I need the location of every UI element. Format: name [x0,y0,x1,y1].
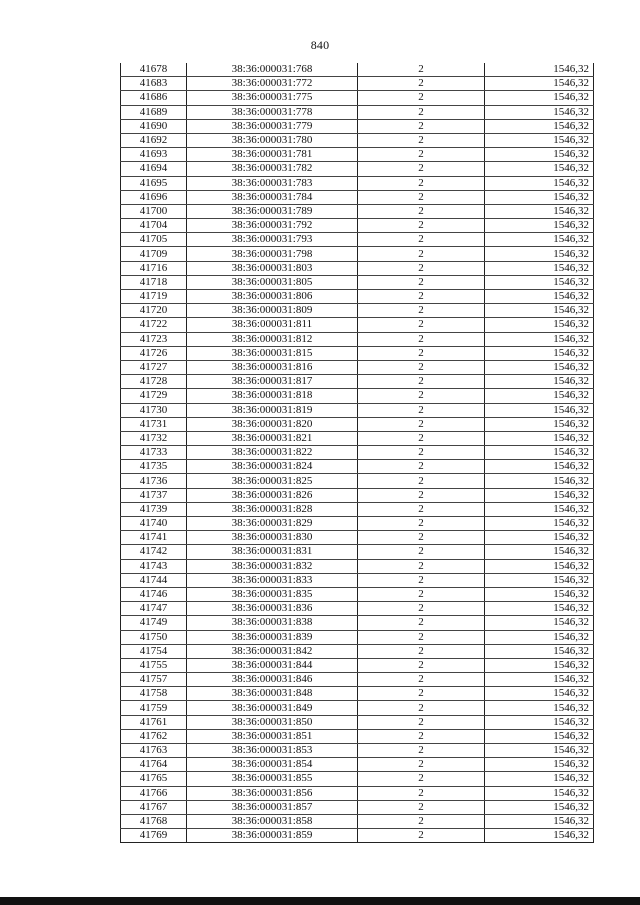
table-row [121,233,594,247]
table-row [121,658,594,672]
quantity-cell: 2 [358,729,485,743]
quantity-cell: 2 [358,644,485,658]
area-value-cell: 1546,32 [485,701,594,715]
cadastral-number-cell: 38:36:000031:772 [187,77,358,91]
table-row [121,687,594,701]
area-value-cell: 1546,32 [485,644,594,658]
record-number-cell: 41729 [121,389,187,403]
table-row [121,531,594,545]
record-number-cell: 41764 [121,758,187,772]
area-value-cell: 1546,32 [485,119,594,133]
area-value-cell: 1546,32 [485,431,594,445]
quantity-cell: 2 [358,488,485,502]
area-value-cell: 1546,32 [485,446,594,460]
table-row [121,247,594,261]
record-number-cell: 41720 [121,304,187,318]
area-value-cell: 1546,32 [485,616,594,630]
cadastral-number-cell: 38:36:000031:806 [187,290,358,304]
area-value-cell: 1546,32 [485,162,594,176]
cadastral-number-cell: 38:36:000031:815 [187,346,358,360]
quantity-cell: 2 [358,304,485,318]
cadastral-number-cell: 38:36:000031:811 [187,318,358,332]
cadastral-number-cell: 38:36:000031:850 [187,715,358,729]
quantity-cell: 2 [358,545,485,559]
table-row [121,814,594,828]
quantity-cell: 2 [358,701,485,715]
area-value-cell: 1546,32 [485,758,594,772]
quantity-cell: 2 [358,715,485,729]
quantity-cell: 2 [358,829,485,843]
table-row [121,715,594,729]
record-number-cell: 41730 [121,403,187,417]
area-value-cell: 1546,32 [485,133,594,147]
record-number-cell: 41719 [121,290,187,304]
quantity-cell: 2 [358,247,485,261]
cadastral-number-cell: 38:36:000031:846 [187,673,358,687]
record-number-cell: 41750 [121,630,187,644]
cadastral-number-cell: 38:36:000031:842 [187,644,358,658]
quantity-cell: 2 [358,658,485,672]
table-row [121,488,594,502]
record-number-cell: 41705 [121,233,187,247]
table-row [121,673,594,687]
table-row [121,559,594,573]
record-number-cell: 41762 [121,729,187,743]
area-value-cell: 1546,32 [485,786,594,800]
quantity-cell: 2 [358,800,485,814]
cadastral-number-cell: 38:36:000031:817 [187,375,358,389]
area-value-cell: 1546,32 [485,375,594,389]
record-number-cell: 41704 [121,219,187,233]
table-row [121,219,594,233]
area-value-cell: 1546,32 [485,219,594,233]
quantity-cell: 2 [358,219,485,233]
record-number-cell: 41731 [121,417,187,431]
record-number-cell: 41739 [121,502,187,516]
table-row [121,261,594,275]
table-row [121,517,594,531]
table-row [121,474,594,488]
area-value-cell: 1546,32 [485,290,594,304]
record-number-cell: 41696 [121,190,187,204]
area-value-cell: 1546,32 [485,148,594,162]
cadastral-number-cell: 38:36:000031:831 [187,545,358,559]
table-row [121,389,594,403]
table-row [121,403,594,417]
record-number-cell: 41686 [121,91,187,105]
record-number-cell: 41733 [121,446,187,460]
record-number-cell: 41692 [121,133,187,147]
table-row [121,729,594,743]
table-row [121,332,594,346]
quantity-cell: 2 [358,318,485,332]
quantity-cell: 2 [358,431,485,445]
quantity-cell: 2 [358,105,485,119]
cadastral-number-cell: 38:36:000031:809 [187,304,358,318]
scan-edge-bar [0,897,640,905]
area-value-cell: 1546,32 [485,389,594,403]
record-number-cell: 41741 [121,531,187,545]
table-row [121,446,594,460]
table-row [121,63,594,77]
area-value-cell: 1546,32 [485,233,594,247]
quantity-cell: 2 [358,474,485,488]
record-number-cell: 41727 [121,360,187,374]
record-number-cell: 41767 [121,800,187,814]
cadastral-number-cell: 38:36:000031:816 [187,360,358,374]
cadastral-number-cell: 38:36:000031:824 [187,460,358,474]
record-number-cell: 41694 [121,162,187,176]
quantity-cell: 2 [358,587,485,601]
cadastral-number-cell: 38:36:000031:768 [187,63,358,77]
area-value-cell: 1546,32 [485,531,594,545]
quantity-cell: 2 [358,744,485,758]
area-value-cell: 1546,32 [485,687,594,701]
record-number-cell: 41747 [121,602,187,616]
cadastral-number-cell: 38:36:000031:780 [187,133,358,147]
cadastral-number-cell: 38:36:000031:779 [187,119,358,133]
table-row [121,545,594,559]
area-value-cell: 1546,32 [485,261,594,275]
cadastral-number-cell: 38:36:000031:859 [187,829,358,843]
quantity-cell: 2 [358,446,485,460]
area-value-cell: 1546,32 [485,673,594,687]
area-value-cell: 1546,32 [485,204,594,218]
quantity-cell: 2 [358,261,485,275]
quantity-cell: 2 [358,389,485,403]
quantity-cell: 2 [358,290,485,304]
quantity-cell: 2 [358,204,485,218]
record-number-cell: 41761 [121,715,187,729]
cadastral-number-cell: 38:36:000031:832 [187,559,358,573]
cadastral-number-cell: 38:36:000031:792 [187,219,358,233]
record-number-cell: 41737 [121,488,187,502]
record-number-cell: 41755 [121,658,187,672]
record-number-cell: 41744 [121,573,187,587]
record-number-cell: 41709 [121,247,187,261]
cadastral-number-cell: 38:36:000031:781 [187,148,358,162]
record-number-cell: 41690 [121,119,187,133]
quantity-cell: 2 [358,233,485,247]
record-number-cell: 41749 [121,616,187,630]
record-number-cell: 41758 [121,687,187,701]
area-value-cell: 1546,32 [485,658,594,672]
record-number-cell: 41768 [121,814,187,828]
table-row [121,176,594,190]
area-value-cell: 1546,32 [485,346,594,360]
cadastral-number-cell: 38:36:000031:789 [187,204,358,218]
table-row [121,133,594,147]
table-row [121,162,594,176]
cadastral-number-cell: 38:36:000031:849 [187,701,358,715]
table-row [121,346,594,360]
table-row [121,148,594,162]
cadastral-number-cell: 38:36:000031:775 [187,91,358,105]
table-row [121,772,594,786]
record-number-cell: 41763 [121,744,187,758]
area-value-cell: 1546,32 [485,814,594,828]
record-number-cell: 41722 [121,318,187,332]
quantity-cell: 2 [358,559,485,573]
record-number-cell: 41759 [121,701,187,715]
quantity-cell: 2 [358,616,485,630]
record-number-cell: 41695 [121,176,187,190]
record-number-cell: 41726 [121,346,187,360]
table-row [121,360,594,374]
record-number-cell: 41718 [121,275,187,289]
quantity-cell: 2 [358,417,485,431]
record-number-cell: 41728 [121,375,187,389]
record-number-cell: 41766 [121,786,187,800]
quantity-cell: 2 [358,162,485,176]
area-value-cell: 1546,32 [485,176,594,190]
cadastral-number-cell: 38:36:000031:782 [187,162,358,176]
table-row [121,77,594,91]
area-value-cell: 1546,32 [485,517,594,531]
quantity-cell: 2 [358,786,485,800]
area-value-cell: 1546,32 [485,715,594,729]
quantity-cell: 2 [358,687,485,701]
area-value-cell: 1546,32 [485,332,594,346]
quantity-cell: 2 [358,360,485,374]
record-number-cell: 41683 [121,77,187,91]
table-row [121,91,594,105]
table-row [121,431,594,445]
cadastral-number-cell: 38:36:000031:825 [187,474,358,488]
record-number-cell: 41743 [121,559,187,573]
area-value-cell: 1546,32 [485,417,594,431]
area-value-cell: 1546,32 [485,247,594,261]
record-number-cell: 41769 [121,829,187,843]
quantity-cell: 2 [358,63,485,77]
table-row [121,417,594,431]
area-value-cell: 1546,32 [485,63,594,77]
record-number-cell: 41765 [121,772,187,786]
table-row [121,630,594,644]
quantity-cell: 2 [358,275,485,289]
cadastral-number-cell: 38:36:000031:836 [187,602,358,616]
cadastral-number-cell: 38:36:000031:805 [187,275,358,289]
table-row [121,800,594,814]
cadastral-number-cell: 38:36:000031:826 [187,488,358,502]
table-row [121,290,594,304]
area-value-cell: 1546,32 [485,573,594,587]
table-row [121,375,594,389]
area-value-cell: 1546,32 [485,360,594,374]
quantity-cell: 2 [358,531,485,545]
area-value-cell: 1546,32 [485,91,594,105]
quantity-cell: 2 [358,814,485,828]
cadastral-number-cell: 38:36:000031:778 [187,105,358,119]
table-row [121,573,594,587]
cadastral-number-cell: 38:36:000031:839 [187,630,358,644]
table-row [121,758,594,772]
table-row [121,190,594,204]
record-number-cell: 41736 [121,474,187,488]
cadastral-number-cell: 38:36:000031:818 [187,389,358,403]
cadastral-table [120,63,594,843]
area-value-cell: 1546,32 [485,602,594,616]
quantity-cell: 2 [358,190,485,204]
record-number-cell: 41742 [121,545,187,559]
page-number: 840 [310,38,330,52]
cadastral-number-cell: 38:36:000031:819 [187,403,358,417]
area-value-cell: 1546,32 [485,800,594,814]
quantity-cell: 2 [358,673,485,687]
quantity-cell: 2 [358,502,485,516]
record-number-cell: 41746 [121,587,187,601]
quantity-cell: 2 [358,517,485,531]
cadastral-number-cell: 38:36:000031:820 [187,417,358,431]
table-row [121,602,594,616]
table-row [121,204,594,218]
record-number-cell: 41678 [121,63,187,77]
record-number-cell: 41735 [121,460,187,474]
cadastral-number-cell: 38:36:000031:856 [187,786,358,800]
area-value-cell: 1546,32 [485,587,594,601]
cadastral-number-cell: 38:36:000031:858 [187,814,358,828]
cadastral-number-cell: 38:36:000031:851 [187,729,358,743]
table-row [121,644,594,658]
quantity-cell: 2 [358,375,485,389]
record-number-cell: 41693 [121,148,187,162]
area-value-cell: 1546,32 [485,829,594,843]
area-value-cell: 1546,32 [485,744,594,758]
quantity-cell: 2 [358,573,485,587]
cadastral-number-cell: 38:36:000031:853 [187,744,358,758]
area-value-cell: 1546,32 [485,460,594,474]
quantity-cell: 2 [358,133,485,147]
record-number-cell: 41754 [121,644,187,658]
quantity-cell: 2 [358,91,485,105]
cadastral-number-cell: 38:36:000031:798 [187,247,358,261]
area-value-cell: 1546,32 [485,403,594,417]
area-value-cell: 1546,32 [485,318,594,332]
cadastral-number-cell: 38:36:000031:822 [187,446,358,460]
record-number-cell: 41700 [121,204,187,218]
area-value-cell: 1546,32 [485,474,594,488]
quantity-cell: 2 [358,403,485,417]
quantity-cell: 2 [358,119,485,133]
table-body [121,63,594,843]
quantity-cell: 2 [358,460,485,474]
table-row [121,502,594,516]
area-value-cell: 1546,32 [485,545,594,559]
cadastral-number-cell: 38:36:000031:828 [187,502,358,516]
quantity-cell: 2 [358,77,485,91]
cadastral-number-cell: 38:36:000031:830 [187,531,358,545]
table-row [121,275,594,289]
cadastral-number-cell: 38:36:000031:838 [187,616,358,630]
table-row [121,587,594,601]
cadastral-number-cell: 38:36:000031:854 [187,758,358,772]
cadastral-number-cell: 38:36:000031:812 [187,332,358,346]
area-value-cell: 1546,32 [485,275,594,289]
area-value-cell: 1546,32 [485,772,594,786]
cadastral-number-cell: 38:36:000031:833 [187,573,358,587]
area-value-cell: 1546,32 [485,105,594,119]
quantity-cell: 2 [358,346,485,360]
table-row [121,460,594,474]
record-number-cell: 41732 [121,431,187,445]
record-number-cell: 41740 [121,517,187,531]
quantity-cell: 2 [358,148,485,162]
cadastral-number-cell: 38:36:000031:821 [187,431,358,445]
record-number-cell: 41716 [121,261,187,275]
table-row [121,744,594,758]
quantity-cell: 2 [358,630,485,644]
cadastral-number-cell: 38:36:000031:829 [187,517,358,531]
table-row [121,786,594,800]
area-value-cell: 1546,32 [485,304,594,318]
area-value-cell: 1546,32 [485,502,594,516]
area-value-cell: 1546,32 [485,729,594,743]
table-row [121,318,594,332]
area-value-cell: 1546,32 [485,488,594,502]
table-row [121,119,594,133]
cadastral-number-cell: 38:36:000031:793 [187,233,358,247]
table-row [121,829,594,843]
table-row [121,701,594,715]
quantity-cell: 2 [358,602,485,616]
area-value-cell: 1546,32 [485,190,594,204]
cadastral-number-cell: 38:36:000031:783 [187,176,358,190]
cadastral-number-cell: 38:36:000031:803 [187,261,358,275]
record-number-cell: 41689 [121,105,187,119]
cadastral-number-cell: 38:36:000031:844 [187,658,358,672]
quantity-cell: 2 [358,772,485,786]
cadastral-number-cell: 38:36:000031:784 [187,190,358,204]
record-number-cell: 41723 [121,332,187,346]
area-value-cell: 1546,32 [485,559,594,573]
area-value-cell: 1546,32 [485,77,594,91]
cadastral-number-cell: 38:36:000031:855 [187,772,358,786]
quantity-cell: 2 [358,758,485,772]
quantity-cell: 2 [358,332,485,346]
table-row [121,105,594,119]
quantity-cell: 2 [358,176,485,190]
cadastral-number-cell: 38:36:000031:857 [187,800,358,814]
cadastral-number-cell: 38:36:000031:835 [187,587,358,601]
table-row [121,616,594,630]
record-number-cell: 41757 [121,673,187,687]
area-value-cell: 1546,32 [485,630,594,644]
table-row [121,304,594,318]
cadastral-number-cell: 38:36:000031:848 [187,687,358,701]
